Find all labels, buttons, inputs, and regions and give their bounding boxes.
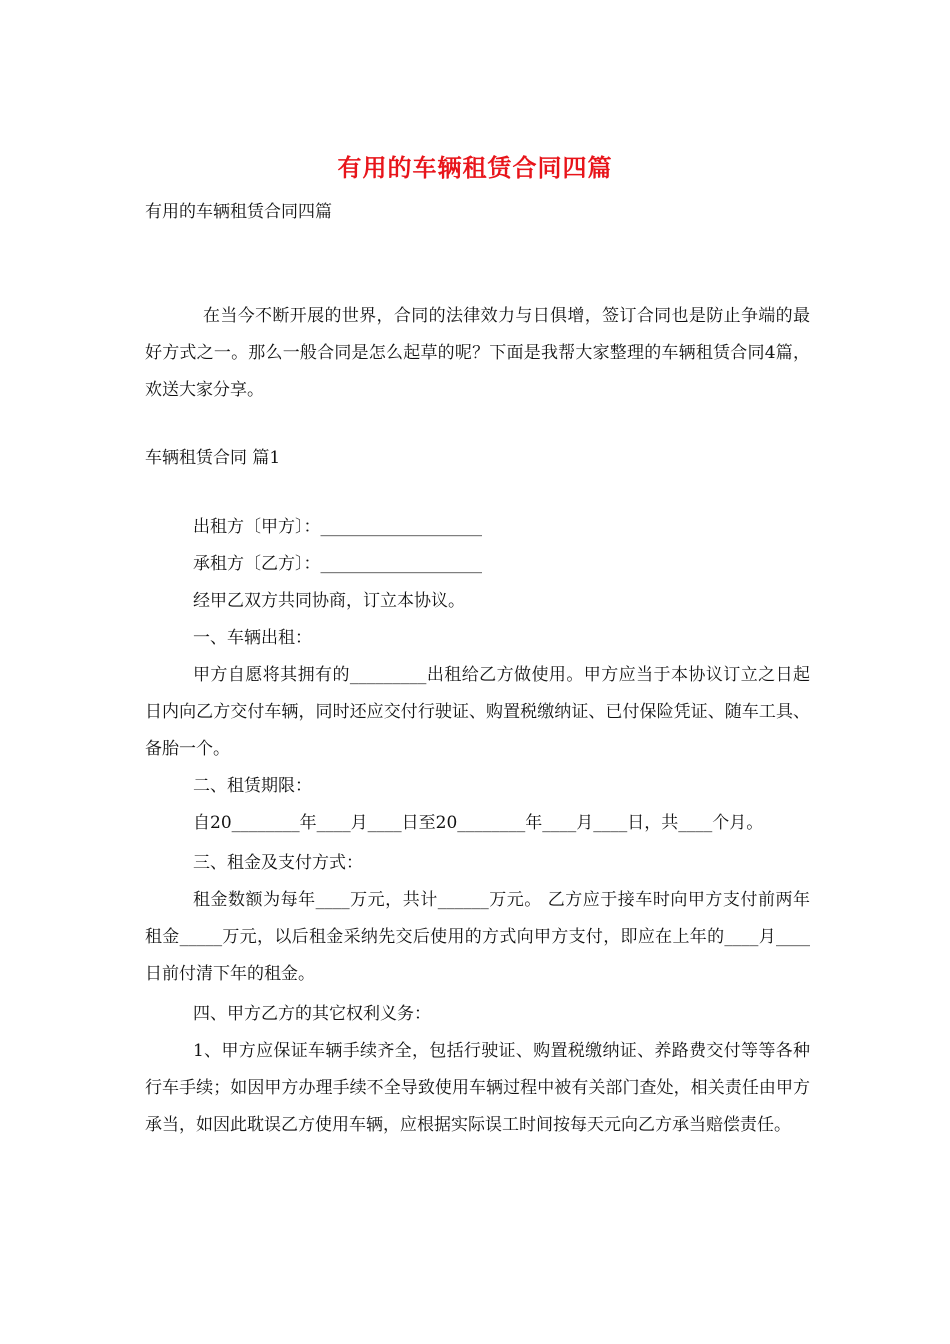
clause1-body: 甲方自愿将其拥有的_________出租给乙方做使用。甲方应当于本协议订立之日起日内向乙方交付车辆，同时还应交付行驶证、购置税缴纳证、已付保险凭证、随车工具、备胎一个。	[145, 665, 810, 759]
intro-paragraph: 在当今不断开展的世界，合同的法律效力与日俱增，签订合同也是防止争端的最好方式之一。那么一般合同是怎么起草的呢？下面是我帮大家整理的车辆租赁合同4篇，欢送大家分享。	[145, 306, 810, 400]
document-title: 有用的车辆租赁合同四篇	[337, 153, 613, 182]
clause2-body: 自20________年____月____日至20________年____月____日，共____个月。	[193, 813, 764, 833]
contract-body	[145, 509, 810, 1144]
section-heading: 车辆租赁合同 篇1	[145, 448, 281, 468]
clause2-heading: 二、租赁期限：	[193, 776, 312, 796]
clause1-heading: 一、车辆出租：	[193, 628, 312, 648]
agreement-line: 经甲乙双方共同协商，订立本协议。	[193, 591, 465, 611]
clause4-heading: 四、甲方乙方的其它权利义务：	[193, 1004, 431, 1024]
document-subtitle: 有用的车辆租赁合同四篇	[145, 202, 332, 222]
clause4-item1: 1、甲方应保证车辆手续齐全，包括行驶证、购置税缴纳证、养路费交付等等各种行车手续；如因甲方办理手续不全导致使用车辆过程中被有关部门查处，相关责任由甲方承当，如因此耽误乙方使用车辆，应根据实际误工时间按每天元向乙方承当赔偿责任。	[145, 1041, 810, 1135]
lessor-line: 出租方〔甲方〕：___________________	[193, 517, 482, 537]
lessee-line: 承租方〔乙方〕：___________________	[193, 554, 482, 574]
clause3-body: 租金数额为每年____万元，共计______万元。 乙方应于接车时向甲方支付前两年租金_____万元，以后租金采纳先交后使用的方式向甲方支付，即应在上年的____月____日前付清下年的租金。	[145, 890, 810, 984]
clause3-heading: 三、租金及支付方式：	[193, 853, 363, 873]
